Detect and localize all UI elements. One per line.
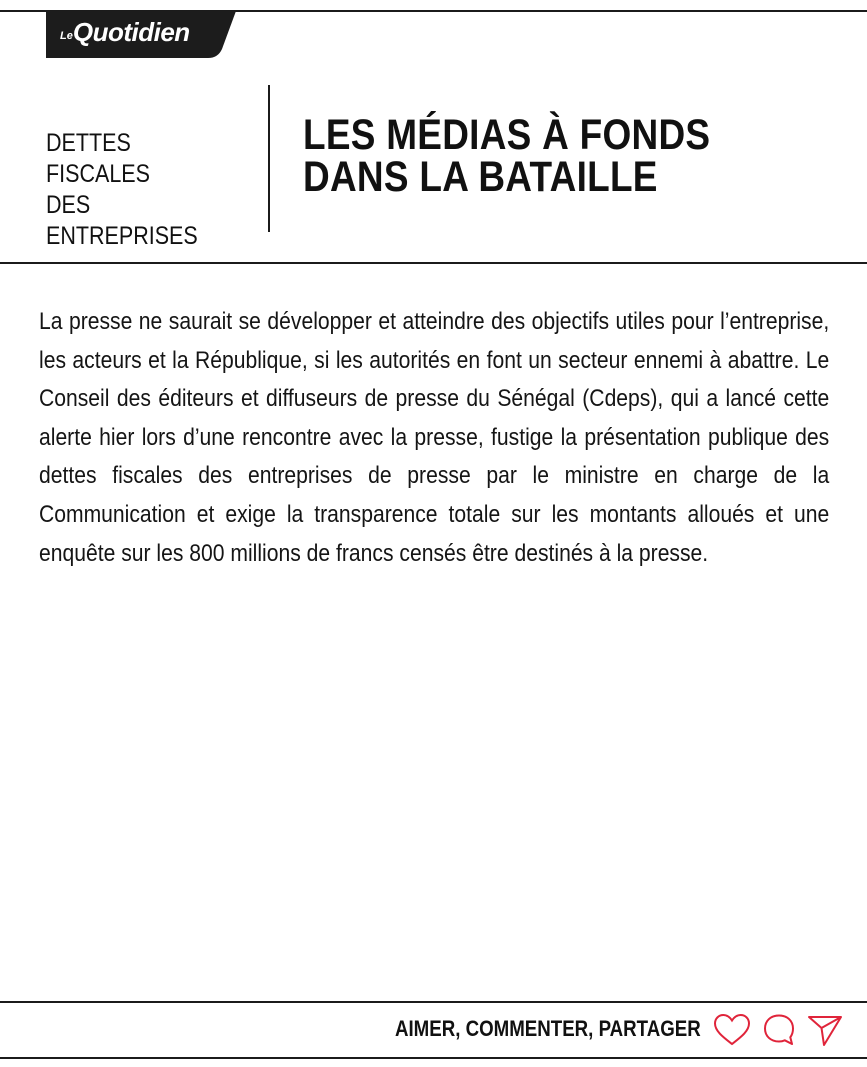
share-cta-label: AIMER, COMMENTER, PARTAGER <box>395 1016 701 1041</box>
article-kicker: DETTES FISCALES DES ENTREPRISES <box>46 129 198 250</box>
header-divider <box>268 85 270 232</box>
footer-bottom-rule <box>0 1057 867 1059</box>
logo-wordmark <box>60 17 190 48</box>
footer-top-rule <box>0 1001 867 1003</box>
article-headline: LES MÉDIAS À FONDS DANS LA BATAILLE <box>303 111 711 201</box>
header-bottom-rule <box>0 262 867 264</box>
logo-name: Quotidien <box>72 17 190 47</box>
article-body: La presse ne saurait se développer et atteindre des objectifs utiles pour l’entreprise, les acteurs et la République, si les autorités en font un secteur ennemi à abattre. Le Conseil des éditeurs et diffuseurs de presse du Sénégal (Cdeps), qui a lancé cette alerte hier lors d’une rencontre avec la presse, fustige la présentation publique des dettes fiscales des entreprises de presse par le ministre en charge de la Communication et exige la transparence totale sur les montants alloués et une enquête sur les 800 millions de francs censés être destinés à la presse. <box>39 308 830 567</box>
brand-logo <box>46 11 236 58</box>
comment-icon[interactable] <box>762 1013 800 1047</box>
logo-prefix: Le <box>60 30 73 42</box>
share-icon[interactable] <box>806 1013 844 1047</box>
heart-icon[interactable] <box>713 1013 751 1047</box>
